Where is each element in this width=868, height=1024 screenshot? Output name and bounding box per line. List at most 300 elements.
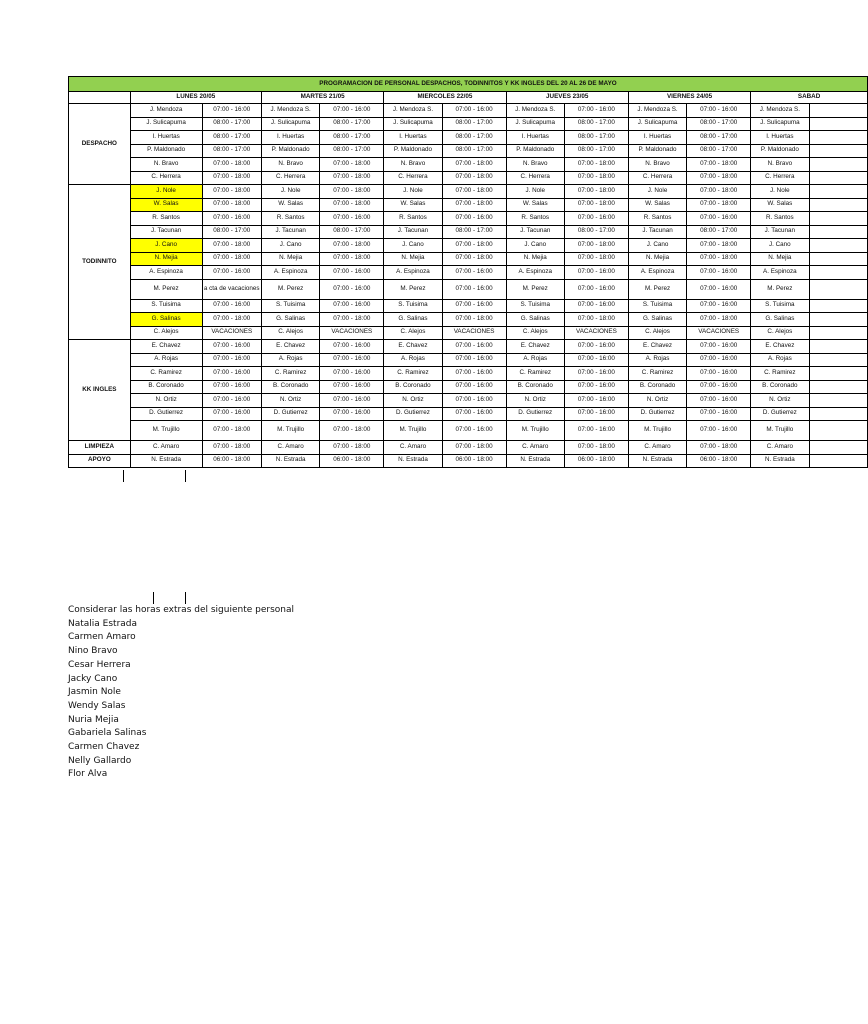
staff-name-cell: R. Santos [261,212,319,226]
staff-name-cell: J. Nole [506,185,564,199]
staff-name-cell: D. Gutierrez [628,407,686,421]
shift-time-cell: 07:00 - 16:00 [202,407,261,421]
shift-time-cell: 07:00 - 18:00 [687,313,751,327]
staff-name-cell: W. Salas [261,198,319,212]
notes-list-item: Carmen Amaro [68,632,136,643]
staff-name-cell: N. Mejia [751,252,809,266]
shift-time-cell: 07:00 - 16:00 [442,279,506,299]
notes-list-item: Cesar Herrera [68,659,131,670]
staff-name-cell: S. Tuisima [506,299,564,313]
staff-name-cell: J. Mendoza S. [384,104,442,118]
staff-name-cell: G. Salinas [384,313,442,327]
shift-time-cell: 07:00 - 16:00 [564,353,628,367]
table-row [69,441,868,455]
shift-time-cell: 07:00 - 18:00 [687,171,751,185]
table-row [69,299,868,313]
table-row [69,279,868,299]
staff-name-cell: I. Huertas [628,131,686,145]
staff-name-cell: W. Salas [384,198,442,212]
staff-name-cell: N. Bravo [628,158,686,172]
shift-time-cell: 07:00 - 18:00 [202,185,261,199]
staff-name-cell: A. Rojas [506,353,564,367]
staff-name-cell: C. Ramirez [130,367,202,381]
empty-cell [809,454,867,468]
staff-name-cell: J. Mendoza S. [751,104,809,118]
staff-name-cell: G. Salinas [751,313,809,327]
staff-name-cell: J. Tacunan [384,225,442,239]
overtime-notes [68,604,294,782]
empty-cell [809,252,867,266]
shift-time-cell: 07:00 - 16:00 [564,394,628,408]
shift-time-cell: 08:00 - 17:00 [442,117,506,131]
shift-time-cell: 07:00 - 16:00 [320,367,384,381]
notes-list-item: Nelly Gallardo [68,755,132,766]
shift-time-cell: 08:00 - 17:00 [320,225,384,239]
shift-time-cell: 08:00 - 17:00 [320,117,384,131]
shift-time-cell: 08:00 - 17:00 [442,225,506,239]
empty-cell [809,394,867,408]
staff-name-cell: I. Huertas [130,131,202,145]
staff-name-cell: A. Espinoza [130,266,202,280]
staff-name-cell: M. Trujillo [751,421,809,441]
shift-time-cell: 07:00 - 16:00 [202,380,261,394]
day-header: MIERCOLES 22/05 [384,92,506,104]
staff-name-cell: A. Rojas [384,353,442,367]
shift-time-cell: 07:00 - 18:00 [564,158,628,172]
staff-name-cell: P. Maldonado [384,144,442,158]
shift-time-cell: 07:00 - 16:00 [320,104,384,118]
shift-time-cell: 06:00 - 18:00 [564,454,628,468]
staff-name-cell: E. Chavez [130,340,202,354]
empty-cell [809,279,867,299]
staff-name-cell: J. Sulicapuma [751,117,809,131]
group-label: TODINNITO [69,185,131,340]
shift-time-cell: 08:00 - 17:00 [442,144,506,158]
shift-time-cell: 07:00 - 16:00 [564,421,628,441]
staff-name-cell: M. Perez [751,279,809,299]
shift-time-cell: 07:00 - 18:00 [320,185,384,199]
empty-cell [809,421,867,441]
shift-time-cell: 07:00 - 16:00 [687,212,751,226]
staff-name-cell: C. Amaro [384,441,442,455]
shift-time-cell: 07:00 - 16:00 [687,340,751,354]
staff-name-cell: N. Ortiz [751,394,809,408]
empty-cell [809,299,867,313]
staff-name-cell: B. Coronado [628,380,686,394]
shift-time-cell: 07:00 - 18:00 [202,239,261,253]
staff-name-cell: N. Mejia [384,252,442,266]
staff-name-cell: N. Ortiz [261,394,319,408]
staff-name-cell: J. Cano [261,239,319,253]
empty-cell [809,198,867,212]
title-row [69,77,868,92]
staff-name-cell: D. Gutierrez [751,407,809,421]
group-label: KK INGLES [69,340,131,441]
shift-time-cell: 06:00 - 18:00 [320,454,384,468]
staff-name-cell: E. Chavez [384,340,442,354]
shift-time-cell: 07:00 - 18:00 [202,171,261,185]
shift-time-cell: VACACIONES [202,326,261,340]
shift-time-cell: 07:00 - 18:00 [442,239,506,253]
staff-name-cell: J. Mendoza S. [628,104,686,118]
staff-name-cell: D. Gutierrez [261,407,319,421]
staff-name-cell: N. Bravo [384,158,442,172]
staff-name-cell: J. Tacunan [506,225,564,239]
staff-name-cell: N. Mejia [628,252,686,266]
staff-name-cell: G. Salinas [130,313,202,327]
staff-name-cell: E. Chavez [628,340,686,354]
table-row [69,212,868,226]
table-row [69,340,868,354]
staff-name-cell: M. Trujillo [628,421,686,441]
shift-time-cell: 07:00 - 16:00 [687,394,751,408]
staff-name-cell: D. Gutierrez [130,407,202,421]
staff-name-cell: E. Chavez [261,340,319,354]
staff-name-cell: I. Huertas [261,131,319,145]
staff-name-cell: P. Maldonado [506,144,564,158]
empty-cell [809,367,867,381]
empty-cell [809,225,867,239]
shift-time-cell: 07:00 - 16:00 [442,266,506,280]
empty-cell [809,212,867,226]
staff-name-cell: C. Amaro [628,441,686,455]
shift-time-cell: 08:00 - 17:00 [320,131,384,145]
staff-name-cell: M. Perez [628,279,686,299]
staff-name-cell: C. Alejos [384,326,442,340]
staff-name-cell: C. Alejos [506,326,564,340]
staff-name-cell: A. Rojas [751,353,809,367]
shift-time-cell: 07:00 - 16:00 [687,367,751,381]
shift-time-cell: 07:00 - 16:00 [442,407,506,421]
staff-name-cell: B. Coronado [751,380,809,394]
shift-time-cell: 07:00 - 18:00 [442,252,506,266]
staff-name-cell: C. Ramirez [506,367,564,381]
empty-cell [809,131,867,145]
shift-time-cell: 08:00 - 17:00 [564,225,628,239]
staff-name-cell: N. Bravo [506,158,564,172]
shift-time-cell: 08:00 - 17:00 [442,131,506,145]
shift-time-cell: 07:00 - 18:00 [442,441,506,455]
shift-time-cell: 08:00 - 17:00 [202,131,261,145]
staff-name-cell: C. Alejos [628,326,686,340]
staff-name-cell: N. Ortiz [506,394,564,408]
shift-time-cell: 07:00 - 18:00 [564,198,628,212]
notes-list-item: Nuria Mejia [68,714,119,725]
shift-time-cell: 07:00 - 18:00 [320,171,384,185]
staff-name-cell: B. Coronado [261,380,319,394]
staff-name-cell: J. Mendoza S. [506,104,564,118]
staff-name-cell: N. Estrada [628,454,686,468]
table-row [69,158,868,172]
staff-name-cell: N. Estrada [384,454,442,468]
staff-name-cell: G. Salinas [506,313,564,327]
day-header: LUNES 20/05 [130,92,261,104]
shift-time-cell: 07:00 - 18:00 [687,158,751,172]
shift-time-cell: 07:00 - 16:00 [202,212,261,226]
shift-time-cell: 07:00 - 18:00 [687,198,751,212]
staff-name-cell: C. Alejos [261,326,319,340]
shift-time-cell: 07:00 - 18:00 [320,441,384,455]
staff-name-cell: N. Bravo [261,158,319,172]
staff-name-cell: J. Cano [628,239,686,253]
empty-cell [809,380,867,394]
staff-name-cell: J. Nole [261,185,319,199]
shift-time-cell: 08:00 - 17:00 [202,144,261,158]
shift-time-cell: 08:00 - 17:00 [687,225,751,239]
staff-name-cell: C. Herrera [261,171,319,185]
shift-time-cell: VACACIONES [442,326,506,340]
notes-list-item: Natalia Estrada [68,618,138,629]
shift-time-cell: 07:00 - 16:00 [442,299,506,313]
table-row [69,353,868,367]
staff-name-cell: S. Tuisima [384,299,442,313]
shift-time-cell: 07:00 - 16:00 [687,299,751,313]
staff-name-cell: R. Santos [130,212,202,226]
shift-time-cell: 07:00 - 16:00 [202,299,261,313]
shift-time-cell: 07:00 - 16:00 [320,340,384,354]
staff-name-cell: N. Mejia [130,252,202,266]
staff-name-cell: J. Tacunan [751,225,809,239]
day-header: JUEVES 23/05 [506,92,628,104]
shift-time-cell: 07:00 - 16:00 [687,104,751,118]
shift-time-cell: 07:00 - 16:00 [564,279,628,299]
staff-name-cell: C. Alejos [130,326,202,340]
group-label: APOYO [69,454,131,468]
table-row [69,380,868,394]
shift-time-cell: 08:00 - 17:00 [687,144,751,158]
notes-list-item: Nino Bravo [68,646,118,657]
shift-time-cell: 07:00 - 16:00 [442,394,506,408]
notes-list-item: Flor Alva [68,769,108,780]
staff-name-cell: C. Ramirez [261,367,319,381]
stray-mark [153,592,154,604]
staff-name-cell: I. Huertas [751,131,809,145]
staff-name-cell: M. Trujillo [384,421,442,441]
staff-name-cell: P. Maldonado [261,144,319,158]
staff-name-cell: W. Salas [130,198,202,212]
shift-time-cell: 07:00 - 16:00 [202,367,261,381]
shift-time-cell: 08:00 - 17:00 [202,225,261,239]
staff-name-cell: B. Coronado [506,380,564,394]
day-header: SABAD [751,92,868,104]
staff-name-cell: A. Rojas [261,353,319,367]
stray-mark [185,592,186,604]
shift-time-cell: 07:00 - 16:00 [564,266,628,280]
notes-list-item: Carmen Chavez [68,742,140,753]
staff-name-cell: J. Sulicapuma [384,117,442,131]
staff-name-cell: A. Espinoza [751,266,809,280]
staff-name-cell: A. Rojas [130,353,202,367]
staff-name-cell: N. Mejia [506,252,564,266]
shift-time-cell: 07:00 - 18:00 [442,313,506,327]
table-row [69,171,868,185]
shift-time-cell: 07:00 - 18:00 [202,421,261,441]
staff-name-cell: D. Gutierrez [384,407,442,421]
table-row [69,394,868,408]
staff-name-cell: J. Nole [130,185,202,199]
staff-name-cell: C. Herrera [751,171,809,185]
shift-time-cell: 07:00 - 16:00 [442,212,506,226]
staff-name-cell: C. Ramirez [384,367,442,381]
shift-time-cell: 07:00 - 18:00 [202,198,261,212]
staff-name-cell: S. Tuisima [751,299,809,313]
shift-time-cell: 07:00 - 18:00 [687,185,751,199]
empty-cell [809,239,867,253]
shift-time-cell: 07:00 - 16:00 [687,407,751,421]
day-header: VIERNES 24/05 [628,92,750,104]
staff-name-cell: P. Maldonado [628,144,686,158]
staff-name-cell: R. Santos [628,212,686,226]
shift-time-cell: 07:00 - 16:00 [564,407,628,421]
notes-list-item: Jasmin Nole [68,687,121,698]
table-row [69,104,868,118]
staff-name-cell: G. Salinas [628,313,686,327]
staff-name-cell: C. Herrera [628,171,686,185]
empty-cell [809,326,867,340]
staff-name-cell: J. Cano [506,239,564,253]
shift-time-cell: 07:00 - 18:00 [687,441,751,455]
day-header: MARTES 21/05 [261,92,383,104]
shift-time-cell: 07:00 - 18:00 [202,252,261,266]
staff-name-cell: R. Santos [751,212,809,226]
staff-name-cell: J. Cano [751,239,809,253]
table-row [69,407,868,421]
notes-list-item: Jacky Cano [68,673,118,684]
shift-time-cell: 07:00 - 18:00 [202,158,261,172]
staff-name-cell: M. Trujillo [130,421,202,441]
staff-name-cell: J. Cano [384,239,442,253]
staff-name-cell: B. Coronado [384,380,442,394]
table-row [69,198,868,212]
staff-name-cell: J. Sulicapuma [506,117,564,131]
staff-name-cell: J. Tacunan [261,225,319,239]
shift-time-cell: 07:00 - 16:00 [202,394,261,408]
staff-name-cell: C. Herrera [384,171,442,185]
empty-cell [809,340,867,354]
shift-time-cell: 07:00 - 18:00 [442,185,506,199]
table-row [69,225,868,239]
empty-cell [809,266,867,280]
shift-time-cell: 07:00 - 16:00 [320,299,384,313]
empty-cell [809,185,867,199]
staff-name-cell: S. Tuisima [261,299,319,313]
table-row [69,117,868,131]
shift-time-cell: 07:00 - 16:00 [442,340,506,354]
staff-name-cell: A. Espinoza [384,266,442,280]
table-row [69,326,868,340]
staff-name-cell: M. Perez [130,279,202,299]
shift-time-cell: 07:00 - 16:00 [442,367,506,381]
staff-name-cell: J. Cano [130,239,202,253]
day-header-row [69,92,868,104]
shift-time-cell: 08:00 - 17:00 [202,117,261,131]
shift-time-cell: 07:00 - 18:00 [442,198,506,212]
shift-time-cell: 07:00 - 16:00 [564,212,628,226]
header-blank [69,92,131,104]
staff-name-cell: N. Ortiz [628,394,686,408]
staff-name-cell: P. Maldonado [130,144,202,158]
staff-name-cell: R. Santos [384,212,442,226]
staff-name-cell: A. Espinoza [628,266,686,280]
staff-name-cell: M. Perez [506,279,564,299]
table-row [69,454,868,468]
staff-name-cell: W. Salas [751,198,809,212]
group-label: LIMPIEZA [69,441,131,455]
shift-time-cell: 06:00 - 18:00 [202,454,261,468]
staff-name-cell: M. Trujillo [506,421,564,441]
staff-name-cell: D. Gutierrez [506,407,564,421]
shift-time-cell: 07:00 - 18:00 [564,185,628,199]
shift-time-cell: 07:00 - 18:00 [564,171,628,185]
notes-heading: Considerar las horas extras del siguiente personal [68,605,295,615]
staff-name-cell: S. Tuisima [130,299,202,313]
shift-time-cell: 08:00 - 17:00 [320,144,384,158]
staff-name-cell: C. Ramirez [628,367,686,381]
staff-name-cell: J. Nole [384,185,442,199]
staff-name-cell: G. Salinas [261,313,319,327]
staff-name-cell: A. Espinoza [261,266,319,280]
schedule-sheet [68,76,821,470]
staff-name-cell: N. Ortiz [384,394,442,408]
staff-name-cell: N. Mejia [261,252,319,266]
staff-name-cell: N. Estrada [130,454,202,468]
shift-time-cell: 07:00 - 16:00 [442,104,506,118]
shift-time-cell: 07:00 - 16:00 [320,279,384,299]
staff-name-cell: J. Tacunan [130,225,202,239]
table-row [69,421,868,441]
shift-time-cell: 06:00 - 18:00 [442,454,506,468]
shift-time-cell: 07:00 - 18:00 [320,198,384,212]
shift-time-cell: 07:00 - 18:00 [320,239,384,253]
schedule-table [68,76,868,468]
staff-name-cell: J. Sulicapuma [261,117,319,131]
shift-time-cell: 07:00 - 18:00 [442,171,506,185]
shift-time-cell: 07:00 - 16:00 [202,266,261,280]
empty-cell [809,407,867,421]
shift-time-cell: 07:00 - 18:00 [202,313,261,327]
staff-name-cell: M. Perez [384,279,442,299]
shift-time-cell: 07:00 - 16:00 [564,367,628,381]
staff-name-cell: N. Estrada [506,454,564,468]
empty-cell [809,313,867,327]
shift-time-cell: 07:00 - 18:00 [564,252,628,266]
shift-time-cell: 07:00 - 16:00 [202,340,261,354]
shift-time-cell: 07:00 - 18:00 [687,252,751,266]
staff-name-cell: N. Bravo [130,158,202,172]
staff-name-cell: C. Amaro [751,441,809,455]
group-label: DESPACHO [69,104,131,185]
staff-name-cell: C. Amaro [130,441,202,455]
table-row [69,144,868,158]
shift-time-cell: 07:00 - 16:00 [320,212,384,226]
staff-name-cell: C. Alejos [751,326,809,340]
shift-time-cell: 08:00 - 17:00 [564,131,628,145]
staff-name-cell: R. Santos [506,212,564,226]
staff-name-cell: A. Rojas [628,353,686,367]
staff-name-cell: C. Herrera [506,171,564,185]
shift-time-cell: 07:00 - 18:00 [687,239,751,253]
staff-name-cell: A. Espinoza [506,266,564,280]
table-row [69,367,868,381]
staff-name-cell: E. Chavez [506,340,564,354]
shift-time-cell: 07:00 - 16:00 [687,353,751,367]
staff-name-cell: C. Amaro [506,441,564,455]
shift-time-cell: 07:00 - 16:00 [442,421,506,441]
staff-name-cell: J. Sulicapuma [628,117,686,131]
notes-list-item: Gabariela Salinas [68,728,147,739]
staff-name-cell: C. Amaro [261,441,319,455]
shift-time-cell: 07:00 - 16:00 [202,104,261,118]
